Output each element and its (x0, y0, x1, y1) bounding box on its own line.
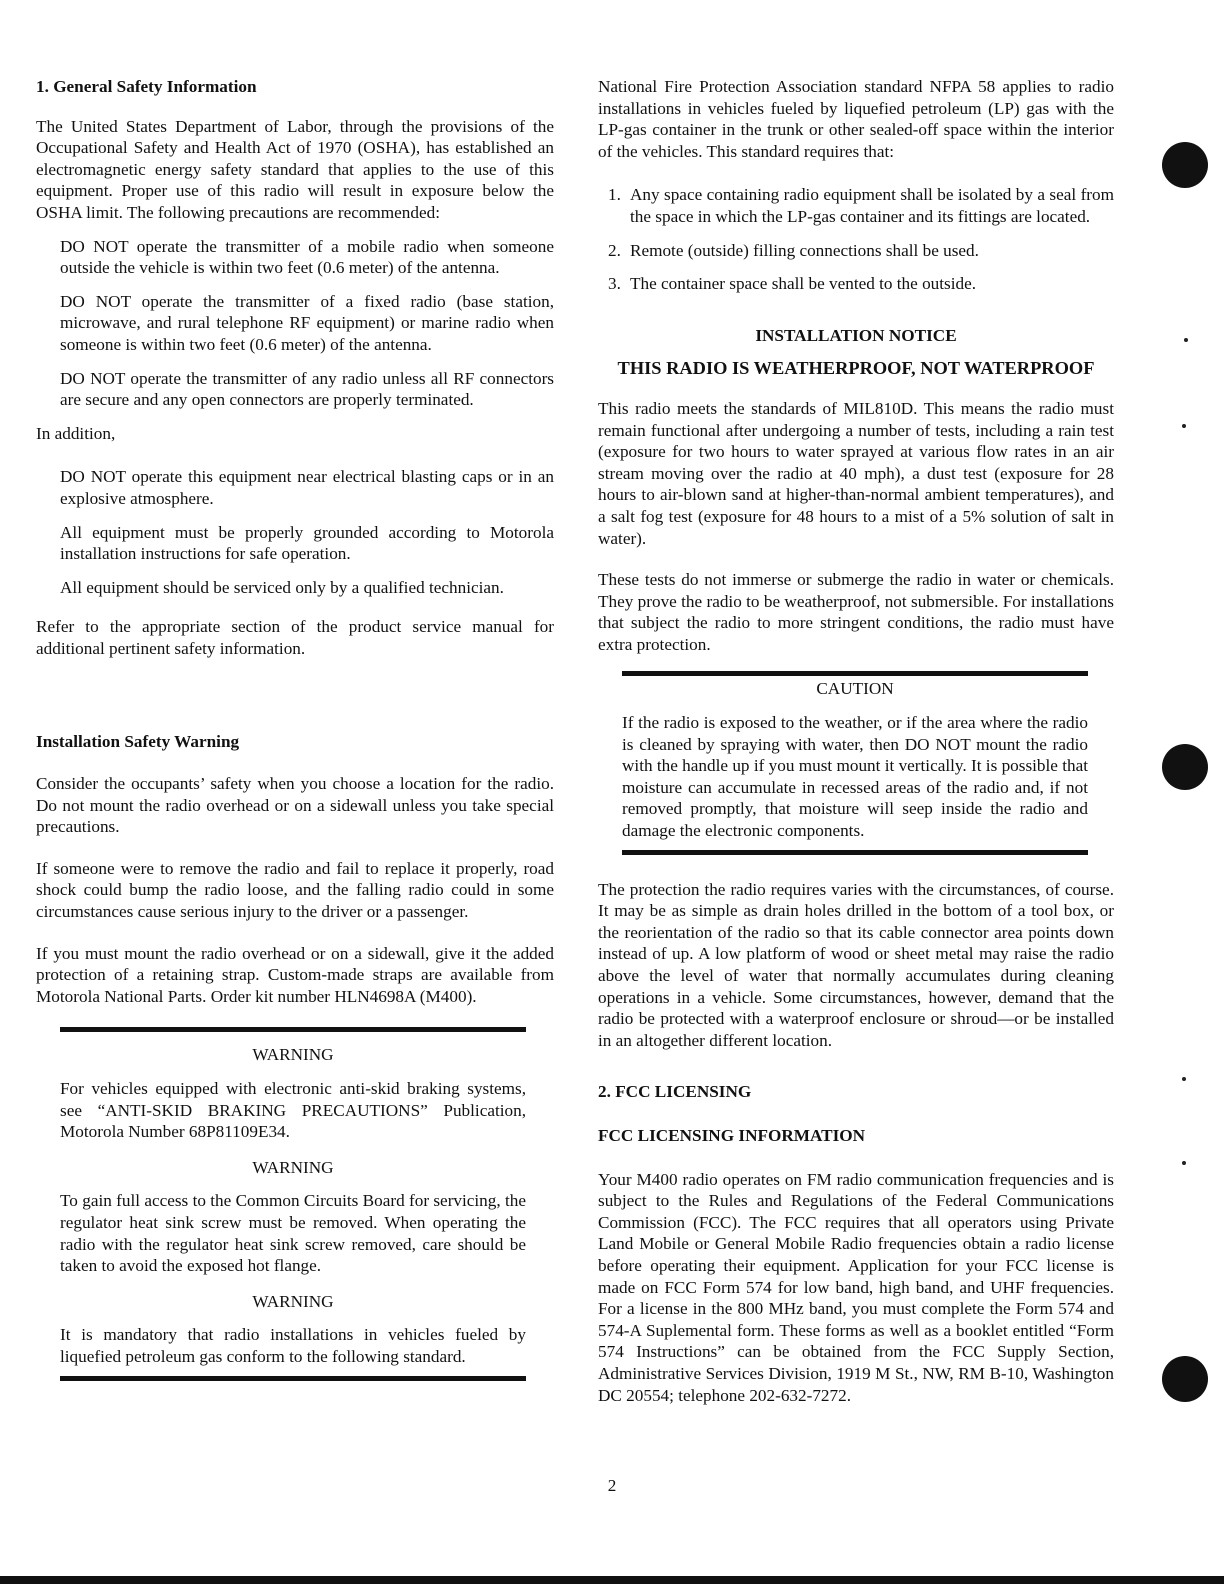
warning-bottom-rule (60, 1376, 526, 1381)
punch-hole (1162, 744, 1208, 790)
caution-text: If the radio is exposed to the weather, or if the area where the radio is cleaned by spraying with water, then DO NOT mount the radio with the handle up if you must mount it vertically. It is possible that moisture can accumulate in recessed areas of the radio and, if not removed promptly, that moisture will seep inside the radio and damage the electronic components. (622, 713, 1088, 841)
page-number: 2 (607, 1476, 617, 1495)
fcc-licensing-paragraph: Your M400 radio operates on FM radio communication frequencies and is subject to the Rules and Regulations of the Federal Communications Commission (FCC). The FCC requires that all operators using Private Land Mobile or General Mobile Radio frequencies obtain a radio license before operating their equipment. Application for your FCC license is made on FCC Form 574 for low band, high band, and UHF frequencies. For a license in the 800 MHz band, you must complete the Form 574 and 574-A Suplemental form. These forms as well as a booklet entitled “Form 574 Instructions” can be obtained from the FCC Supply Section, Administrative Services Division, 1919 M St., NW, RM B-10, Washington DC 20554; telephone 202-632-7272. (598, 1169, 1114, 1405)
precaution-item: DO NOT operate the transmitter of a fixed radio (base station, microwave, and rural telephone RF equipment) or marine radio when someone is within two feet (0.6 meter) of the antenna. (60, 291, 554, 354)
warning-text: It is mandatory that radio installations in vehicles fueled by liquefied petroleum gas conform to the following standard. (60, 1325, 526, 1366)
tests-paragraph: These tests do not immerse or submerge the radio in water or chemicals. They prove the radio to be weatherproof, not submersible. For installations that subject the radio to more stringent conditions, the radio must have extra protection. (598, 570, 1114, 654)
requirement-item: 3. The container space shall be vented to the outside. (608, 274, 977, 294)
installation-paragraph: Consider the occupants’ safety when you choose a location for the radio. Do not mount the radio overhead or on a sidewall unless you take special precautions. (36, 774, 554, 837)
additional-item: DO NOT operate this equipment near electrical blasting caps or in an explosive atmosphere. (60, 467, 554, 508)
precaution-item: DO NOT operate the transmitter of a mobile radio when someone outside the vehicle is within two feet (0.6 meter) of the antenna. (60, 236, 554, 278)
in-addition-label: In addition, (36, 423, 116, 443)
additional-item: All equipment should be serviced only by a qualified technician. (60, 577, 504, 597)
general-safety-heading: 1. General Safety Information (36, 77, 257, 96)
installation-notice-heading: INSTALLATION NOTICE (755, 325, 957, 345)
scan-speck (1182, 1161, 1186, 1165)
installation-safety-heading: Installation Safety Warning (36, 732, 240, 752)
warning-text: To gain full access to the Common Circuits Board for servicing, the regulator heat sink screw must be removed. When operating the radio with the regulator heat sink screw removed, care should be taken to avoid the exposed hot flange. (60, 1191, 526, 1276)
warning-top-rule (60, 1027, 526, 1032)
left-column (36, 72, 554, 1381)
requirement-item: 2. Remote (outside) filling connections shall be used. (608, 240, 979, 260)
scan-bottom-edge (0, 1576, 1224, 1584)
warning-text: For vehicles equipped with electronic anti-skid braking systems, see “ANTI-SKID BRAKING PRECAUTIONS” Publication, Motorola Number 68P81109E34. (60, 1079, 526, 1142)
installation-paragraph: If someone were to remove the radio and fail to replace it properly, road shock could bump the radio loose, and the falling radio could in some circumstances cause serious injury to the driver or a passenger. (36, 858, 554, 922)
nfpa-paragraph: National Fire Protection Association standard NFPA 58 applies to radio installations in vehicles fueled by liquefied petroleum (LP) gas with the LP-gas container in the trunk or other sealed-off space within the interior of the vehicles. This standard requires that: (598, 77, 1114, 161)
fcc-licensing-info-heading: FCC LICENSING INFORMATION (598, 1125, 866, 1145)
additional-item: All equipment must be properly grounded according to Motorola installation instructions for safe operation. (60, 522, 554, 564)
caution-title: CAUTION (816, 679, 894, 699)
protection-paragraph: The protection the radio requires varies with the circumstances, of course. It may be as simple as drain holes drilled in the bottom of a tool box, or the reorientation of the radio so that its cable connector area points down instead of up. A low platform of wood or sheet metal may raise the radio above the level of water that normally accumulates during cleaning operations in a vehicle. Some circumstances, however, demand that the radio be protected with a waterproof enclosure or shroud—or be installed in an altogether different location. (598, 879, 1114, 1050)
installation-paragraph: If you must mount the radio overhead or on a sidewall, give it the added protection of a retaining strap. Custom-made straps are available from Motorola National Parts. Order kit number HLN4698A (M400). (36, 943, 554, 1006)
caution-box (622, 678, 1088, 841)
standards-paragraph: This radio meets the standards of MIL810D. This means the radio must remain functional after undergoing a number of tests, including a rain test (exposure for two hours to water sprayed at various flow rates in an air stream moving over the radio at 40 mph), a dust test (exposure for 28 hours to air-blown sand at higher-than-normal ambient temperatures), and a salt fog test (exposure for 48 hours to a mist of a 5% solution of salt in water). (598, 398, 1114, 548)
warning-box (60, 1044, 526, 1367)
weatherproof-heading: THIS RADIO IS WEATHERPROOF, NOT WATERPROOF (617, 358, 1095, 379)
caution-bottom-rule (622, 850, 1088, 855)
right-column (598, 72, 1114, 1406)
requirement-item: 1. Any space containing radio equipment shall be isolated by a seal from the space in which the LP-gas container and its fittings are located. (608, 185, 1114, 226)
requirements-list (598, 184, 1114, 294)
warning-title: WARNING (252, 1157, 334, 1177)
scan-speck (1184, 338, 1188, 342)
warning-title: WARNING (252, 1045, 334, 1065)
refer-paragraph: Refer to the appropriate section of the product service manual for additional pertinent safety information. (36, 617, 554, 658)
warning-title: WARNING (252, 1291, 334, 1311)
caution-top-rule (622, 671, 1088, 676)
precaution-item: DO NOT operate the transmitter of any radio unless all RF connectors are secure and any open connectors are properly terminated. (60, 368, 554, 410)
fcc-licensing-heading: 2. FCC LICENSING (598, 1082, 752, 1102)
scan-speck (1182, 1077, 1186, 1081)
punch-hole (1162, 142, 1208, 188)
punch-hole (1162, 1356, 1208, 1402)
scan-speck (1182, 424, 1186, 428)
general-safety-intro: The United States Department of Labor, through the provisions of the Occupational Safety and Health Act of 1970 (OSHA), has established an electromagnetic energy safety standard that applies to the use of this equipment. Proper use of this radio will result in exposure below the OSHA limit. The following precautions are recommended: (36, 116, 554, 222)
